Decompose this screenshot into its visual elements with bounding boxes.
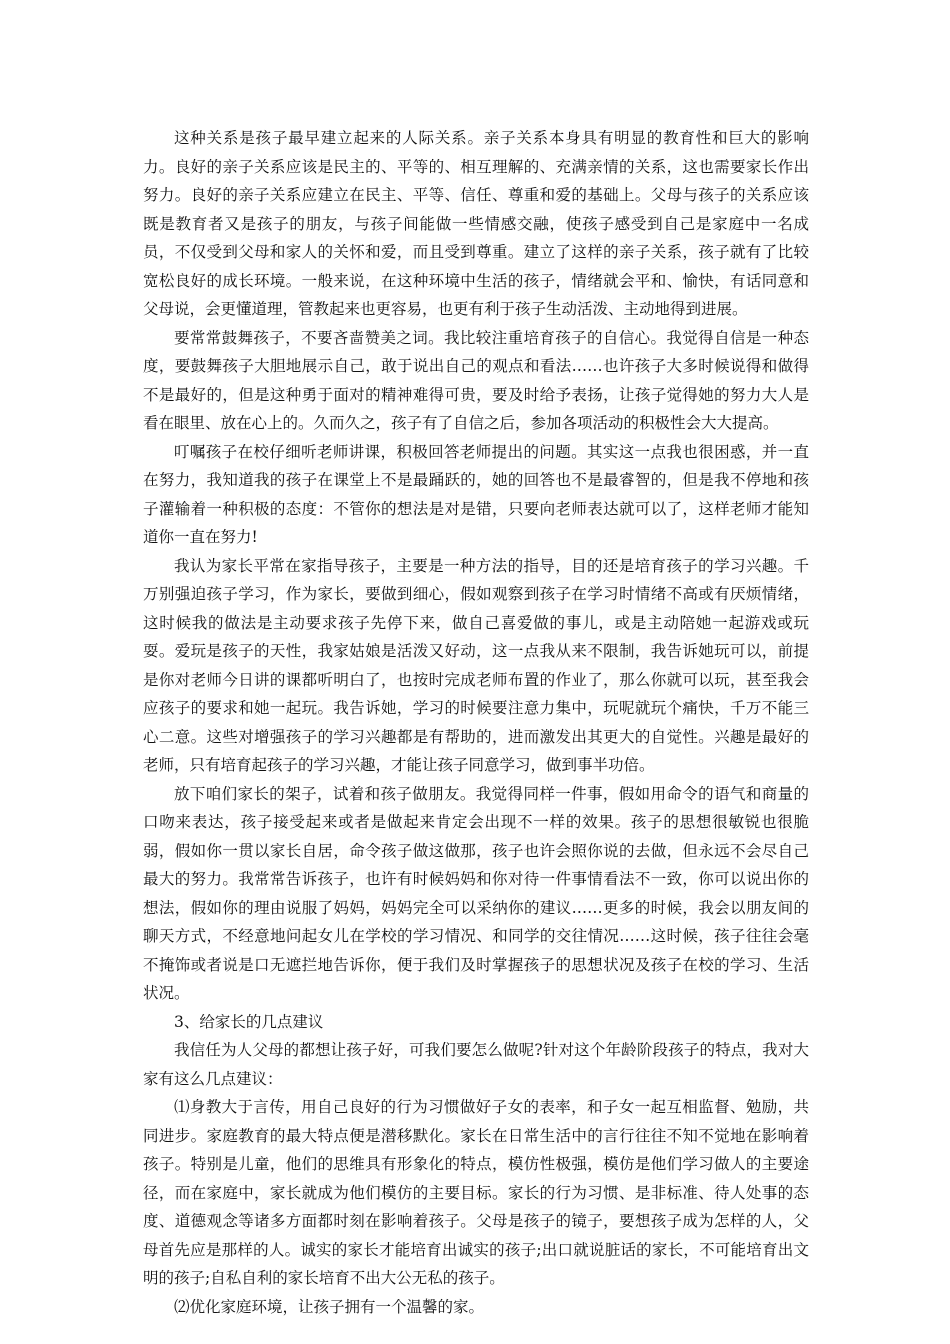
paragraph-encourage-child: 要常常鼓舞孩子，不要吝啬赞美之词。我比较注重培育孩子的自信心。我觉得自信是一种态度，要鼓舞孩子大胆地展示自己，敢于说出自己的观点和看法……也许孩子大多时候说得和做得不是最好的，但是这种勇于面对的精神难得可贵，要及时给予表扬，让孩子觉得她的努力大人是看在眼里、放在心上的。久而久之，孩子有了自信之后，参加各项活动的积极性会大大提高。 xyxy=(143,328,809,432)
paragraph-listen-in-class: 叮嘱孩子在校仔细听老师讲课，积极回答老师提出的问题。其实这一点我也很困惑，并一直在努力，我知道我的孩子在课堂上不是最踊跃的，她的回答也不是最睿智的，但是我不停地和孩子灌输着一种积极的态度：不管你的想法是对是错，只要向老师表达就可以了，这样老师才能知道你一直在努力! xyxy=(143,442,809,546)
document-page xyxy=(143,124,809,1321)
section-heading-suggestions: 3、给家长的几点建议 xyxy=(174,1012,324,1031)
paragraph-suggestion-1: ⑴身教大于言传，用自己良好的行为习惯做好子女的表率，和子女一起互相监督、勉励，共同进步。家庭教育的最大特点便是潜移默化。家长在日常生活中的言行往往不知不觉地在影响着孩子。特别是儿童，他们的思维具有形象化的特点，模仿性极强，模仿是他们学习做人的主要途径，而在家庭中，家长就成为他们模仿的主要目标。家长的行为习惯、是非标准、待人处事的态度、道德观念等诸多方面都时刻在影响着孩子。父母是孩子的镜子，要想孩子成为怎样的人，父母首先应是那样的人。诚实的家长才能培育出诚实的孩子;出口就说脏话的家长，不可能培育出文明的孩子;自私自利的家长培育不出大公无私的孩子。 xyxy=(143,1098,809,1287)
paragraph-suggestion-2: ⑵优化家庭环境，让孩子拥有一个温馨的家。 xyxy=(174,1297,485,1316)
paragraph-parent-child-relationship: 这种关系是孩子最早建立起来的人际关系。亲子关系本身具有明显的教育性和巨大的影响力。良好的亲子关系应该是民主的、平等的、相互理解的、充满亲情的关系，这也需要家长作出努力。良好的亲子关系应建立在民主、平等、信任、尊重和爱的基础上。父母与孩子的关系应该既是教育者又是孩子的朋友，与孩子间能做一些情感交融，使孩子感受到自己是家庭中一名成员，不仅受到父母和家人的关怀和爱，而且受到尊重。建立了这样的亲子关系，孩子就有了比较宽松良好的成长环境。一般来说，在这种环境中生活的孩子，情绪就会平和、愉快，有话同意和父母说，会更懂道理，管教起来也更容易，也更有利于孩子生动活泼、主动地得到进展。 xyxy=(143,129,809,318)
paragraph-be-friends: 放下咱们家长的架子，试着和孩子做朋友。我觉得同样一件事，假如用命令的语气和商量的口吻来表达，孩子接受起来或者是做起来肯定会出现不一样的效果。孩子的思想很敏锐也很脆弱，假如你一贯以家长自居，命令孩子做这做那，孩子也许会照你说的去做，但永远不会尽自己最大的努力。我常常告诉孩子，也许有时候妈妈和你对待一件事情看法不一致，你可以说出你的想法，假如你的理由说服了妈妈，妈妈完全可以采纳你的建议……更多的时候，我会以朋友间的聊天方式，不经意地问起女儿在学校的学习情况、和同学的交往情况……这时候，孩子往往会毫不掩饰或者说是口无遮拦地告诉你，便于我们及时掌握孩子的思想状况及孩子在校的学习、生活状况。 xyxy=(143,784,809,1002)
paragraph-learning-interest: 我认为家长平常在家指导孩子，主要是一种方法的指导，目的还是培育孩子的学习兴趣。千万别强迫孩子学习，作为家长，要做到细心，假如观察到孩子在学习时情绪不高或有厌烦情绪，这时候我的做法是主动要求孩子先停下来，做自己喜爱做的事儿，或是主动陪她一起游戏或玩耍。爱玩是孩子的天性，我家姑娘是活泼又好动，这一点我从来不限制，我告诉她玩可以，前提是你对老师今日讲的课都听明白了，也按时完成老师布置的作业了，那么你就可以玩，甚至我会应孩子的要求和她一起玩。我告诉她，学习的时候要注意力集中，玩呢就玩个痛快，千万不能三心二意。这些对增强孩子的学习兴趣都是有帮助的，进而激发出其更大的自觉性。兴趣是最好的老师，只有培育起孩子的学习兴趣，才能让孩子同意学习，做到事半功倍。 xyxy=(143,556,809,774)
paragraph-suggestions-intro: 我信任为人父母的都想让孩子好，可我们要怎么做呢?针对这个年龄阶段孩子的特点，我对大家有这么几点建议： xyxy=(143,1041,809,1088)
